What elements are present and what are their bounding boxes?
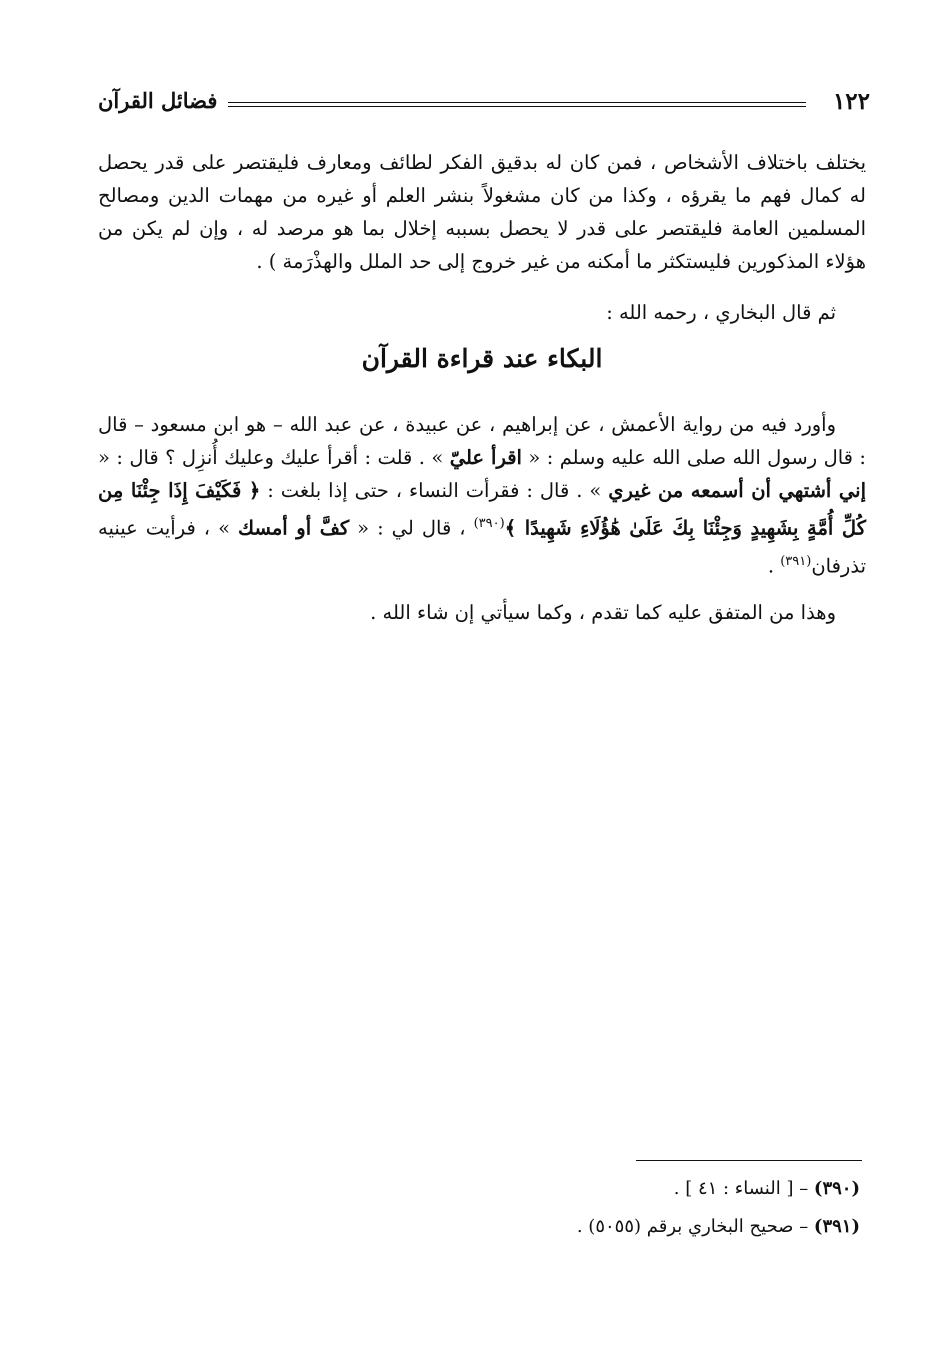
paragraph-2: ثم قال البخاري ، رحمه الله :	[606, 301, 836, 324]
footnote-separator	[636, 1160, 862, 1161]
hadith-text-4: ، قال لي : «	[349, 516, 474, 540]
hadith-text-1: وأورد فيه من رواية الأعمش ، عن إبراهيم ، عن عبيدة ، عن عبد الله – هو ابن مسعود – قال : قال رسول الله صلى الله عليه وسلم : «	[98, 413, 866, 469]
footnote-text: – [ النساء : ٤١ ] .	[673, 1178, 814, 1199]
paragraph-1: يختلف باختلاف الأشخاص ، فمن كان له بدقيق الفكر لطائف ومعارف فليقتصر على قدر يحصل له كمال فهم ما يقرؤه ، وكذا من كان مشغولاً بنشر العلم أو غيره من مهمات الدين ومصالح المسلمين العامة فليقتصر على قدر لا يحصل بسببه إخلال بما هو مرصد له ، وإن لم يكن من هؤلاء المذكورين فليستكثر ما أمكنه من غير خروج إلى حد الملل والهذْرَمة ) .	[98, 151, 866, 273]
section-heading: البكاء عند قراءة القرآن	[361, 344, 603, 373]
footnote-ref-391: (٣٩١)	[780, 553, 812, 569]
footnote-391	[98, 1208, 860, 1246]
hadith-quote-1: اقرأ عليّ	[449, 446, 522, 469]
running-title: فضائل القرآن	[98, 88, 218, 113]
hadith-text-5: » ، فرأيت عينيه تذرفان	[98, 516, 866, 577]
hadith-quote-3: كفَّ أو أمسك	[238, 516, 350, 540]
footnote-number: (٣٩١)	[813, 1216, 860, 1237]
paragraph-4: وهذا من المتفق عليه كما تقدم ، وكما سيأتي إن شاء الله .	[370, 601, 836, 624]
header-rule	[228, 102, 806, 107]
footnote-text: – صحيح البخاري برقم (٥٠٥٥) .	[576, 1216, 814, 1237]
hadith-text-2: » . قلت : أقرأ عليك وعليك أُنزِل ؟ قال : «	[98, 446, 450, 469]
footnotes	[98, 1170, 860, 1246]
page-header	[98, 88, 870, 122]
hadith-quote-2: إني أشتهي أن أسمعه من غيري	[608, 479, 866, 502]
footnote-390	[98, 1170, 860, 1208]
paragraph-3	[98, 408, 866, 582]
footnote-ref-390: (٣٩٠)	[473, 516, 505, 531]
footnote-number: (٣٩٠)	[813, 1178, 860, 1199]
page-number: ١٢٢	[832, 88, 870, 115]
hadith-text-6: .	[767, 554, 781, 577]
quran-verse: ﴿ فَكَيْفَ إِذَا جِئْنَا مِن كُلِّ أُمَّةٍ بِشَهِيدٍ وَجِئْنَا بِكَ عَلَىٰ هَٰؤُلَاءِ شَهِيدًا ﴾	[98, 479, 866, 540]
hadith-text-3: » . قال : فقرأت النساء ، حتى إذا بلغت :	[260, 479, 609, 502]
